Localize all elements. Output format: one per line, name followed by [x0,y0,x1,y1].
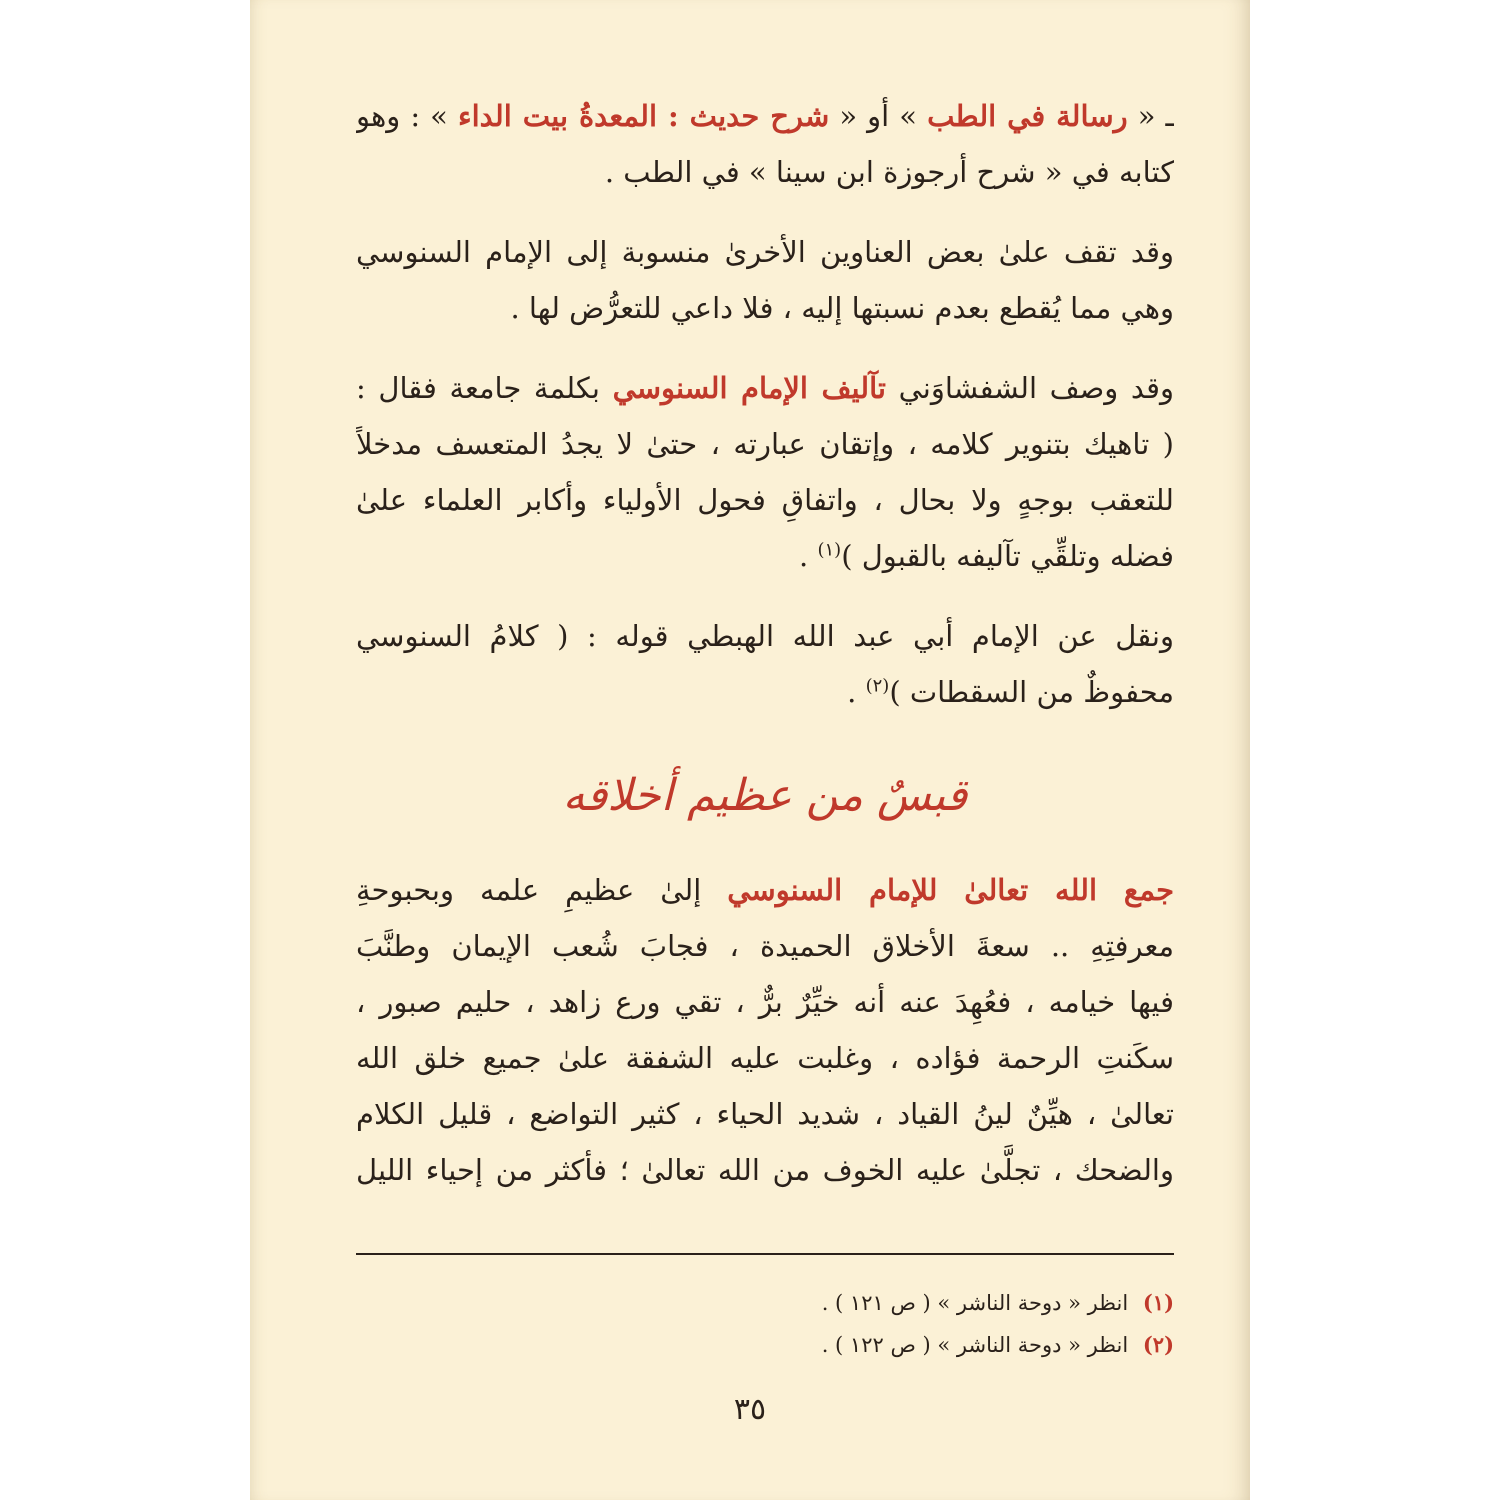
text-line: كتابه في « شرح أرجوزة ابن سينا » في الطب . [604,155,1174,189]
footnotes [356,1282,1174,1366]
text-line: ( تاهيك بتنوير كلامه ، وإتقان عبارته ، حتىٰ لا يجدُ المتعسف مدخلاً [356,427,1174,461]
main-text [356,88,1174,720]
footnote-ref: (٢) [865,675,890,697]
highlight-red: جمع الله تعالىٰ للإمام السنوسي [727,873,1174,907]
quote-mark: » أو « [839,99,917,133]
text-line: وهي مما يُقطع بعدم نسبتها إليه ، فلا داعي للتعرُّض لها . [510,291,1174,325]
footnote [356,1324,1174,1366]
quote-mark: « [1137,99,1156,133]
text-line: تعالىٰ ، هيِّنٌ لينُ القياد ، شديد الحياء ، كثير التواضع ، قليل الكلام [356,1097,1174,1131]
highlight-red: تآليف الإمام السنوسي [612,371,886,405]
text-line: ونقل عن الإمام أبي عبد الله الهبطي قوله : ( كلامُ السنوسي [356,619,1174,653]
footnote-text: انظر « دوحة الناشر » ( ص ١٢٢ ) . [821,1333,1129,1357]
text-line: سكَنتِ الرحمة فؤاده ، وغلبت عليه الشفقة علىٰ جميع خلق الله [356,1041,1174,1075]
main-text-2 [356,862,1174,1198]
footnote-ref: (١) [817,539,842,561]
footnote [356,1282,1174,1324]
footnote-text: انظر « دوحة الناشر » ( ص ١٢١ ) . [821,1291,1129,1315]
section-heading: قبسٌ من عظيم أخلاقه [562,770,968,821]
text-segment: . [799,539,818,573]
text-segment: وقد وصف الشفشاوَني [898,371,1174,405]
text-line: فيها خيامه ، فعُهِدَ عنه أنه خيِّرٌ برٌّ ، تقي ورع زاهد ، حليم صبور ، [356,985,1174,1019]
text-line: معرفتِهِ .. سعةَ الأخلاق الحميدة ، فجابَ شُعب الإيمان وطنَّبَ [356,929,1174,963]
book-page [250,0,1250,1500]
text-line: للتعقب بوجهٍ ولا بحال ، واتفاقِ فحول الأولياء وأكابر العلماء علىٰ [356,483,1174,517]
book-title-red: شرح حديث : المعدةُ بيت الداء [457,99,830,133]
text-segment: إلىٰ عظيمِ علمه وبحبوحةِ [356,873,702,907]
text-line [356,360,1174,416]
text-line [356,664,1174,720]
text-line [356,528,1174,584]
text-line: والضحك ، تجلَّىٰ عليه الخوف من الله تعالىٰ ؛ فأكثر من إحياء الليل [356,1153,1174,1187]
text-line: وقد تقف علىٰ بعض العناوين الأخرىٰ منسوبة إلى الإمام السنوسي [356,235,1174,269]
text-segment: محفوظٌ من السقطات ) [889,675,1174,709]
text-segment: » : وهو [356,99,448,133]
text-segment: فضله وتلقِّي تآليفه بالقبول ) [841,539,1174,573]
text-line [356,88,1174,144]
text-line [356,862,1174,918]
footnote-number: (١) [1142,1290,1174,1315]
text-segment: بكلمة جامعة فقال : [356,371,600,405]
text-segment: . [847,675,866,709]
book-title-red: رسالة في الطب [927,99,1128,133]
page-number: ٣٥ [733,1392,767,1427]
footnote-divider [356,1253,1174,1255]
dash: ـ [1165,99,1174,133]
footnote-number: (٢) [1142,1332,1174,1357]
